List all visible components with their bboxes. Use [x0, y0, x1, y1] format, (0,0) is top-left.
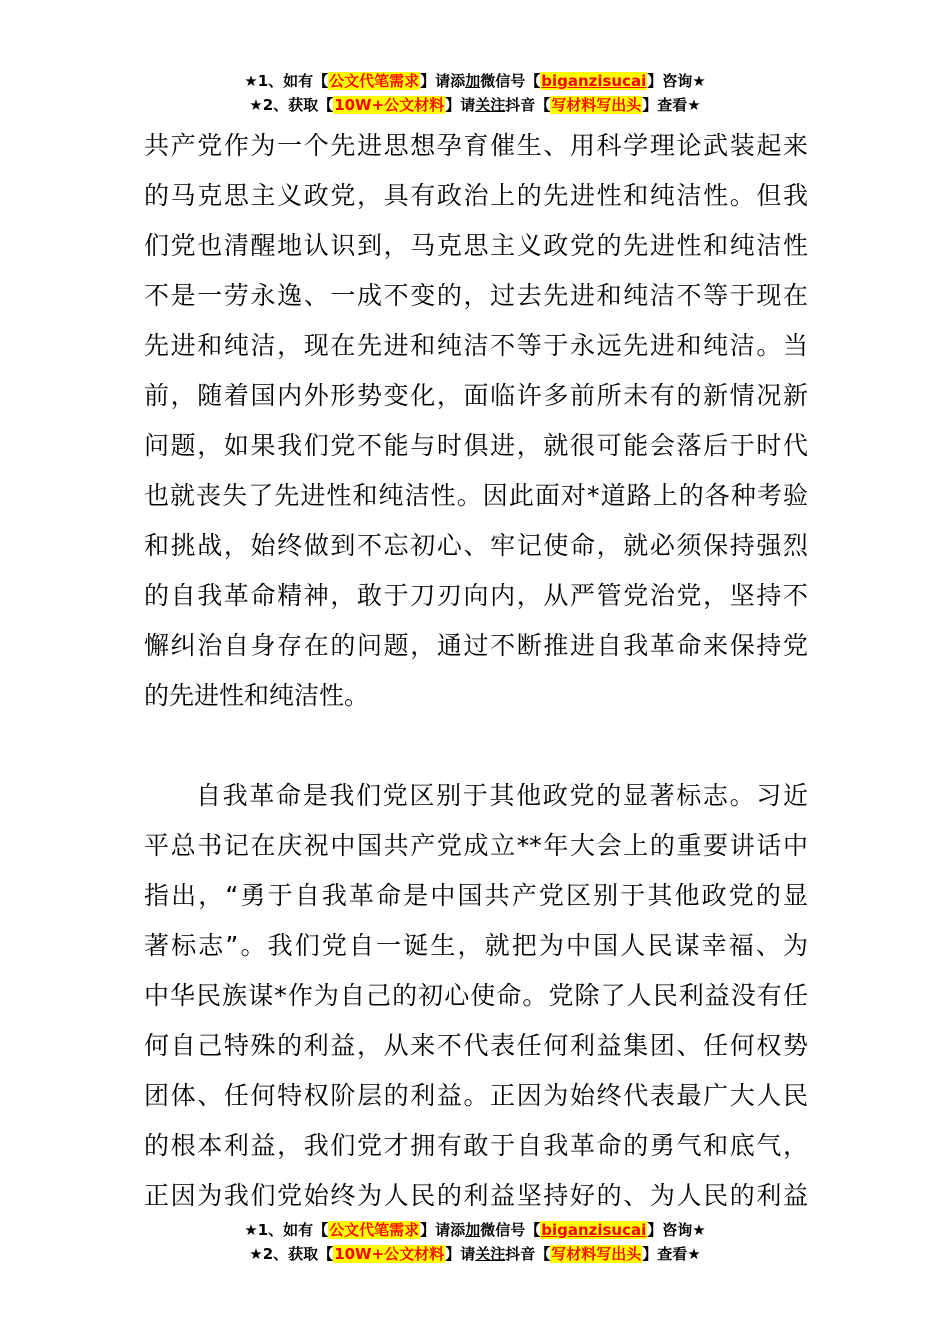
promo-text: 】查看★	[642, 1245, 701, 1263]
text-line: 前，随着国内外形势变化，面临许多前所未有的新情况新	[144, 381, 808, 410]
promo-line-2	[0, 1242, 950, 1266]
promo-text: 抖音【	[505, 1245, 551, 1263]
promo-highlight-service: 公文代笔需求	[329, 72, 420, 90]
promo-line-2	[0, 93, 950, 117]
text-line: 也就丧失了先进性和纯洁性。因此面对*道路上的各种考验	[144, 481, 808, 510]
promo-text: 】请添	[420, 72, 466, 90]
promo-douyin-account[interactable]: 写材料写出头	[551, 1245, 642, 1263]
promo-text: 微信号【	[480, 1221, 541, 1239]
promo-highlight-materials: 10W+公文材料	[334, 96, 445, 114]
promo-line-1	[0, 69, 950, 93]
document-body	[144, 121, 808, 1221]
footer-promo-banner	[0, 1218, 950, 1266]
promo-text: ★1、如有【	[244, 72, 329, 90]
promo-highlight-materials: 10W+公文材料	[334, 1245, 445, 1263]
promo-emphasis: 关注	[475, 1245, 506, 1263]
promo-wechat-id[interactable]: biganzisucai	[541, 1221, 647, 1239]
text-line: 何自己特殊的利益，从来不代表任何利益集团、任何权势	[144, 1031, 808, 1060]
text-line: 共产党作为一个先进思想孕育催生、用科学理论武装起来	[144, 131, 808, 160]
text-line: 先进和纯洁，现在先进和纯洁不等于永远先进和纯洁。当	[144, 331, 808, 360]
promo-text: 】咨询★	[647, 1221, 706, 1239]
promo-text: 】请	[445, 96, 476, 114]
text-line: 的根本利益，我们党才拥有敢于自我革命的勇气和底气，	[144, 1131, 808, 1160]
promo-emphasis: 关注	[475, 96, 506, 114]
text-line: 的自我革命精神，敢于刀刃向内，从严管党治党，坚持不	[144, 581, 808, 610]
text-line: 指出，“勇于自我革命是中国共产党区别于其他政党的显	[144, 881, 808, 910]
promo-line-1	[0, 1218, 950, 1242]
promo-emphasis: 加	[465, 72, 481, 90]
text-line: 的马克思主义政党，具有政治上的先进性和纯洁性。但我	[144, 181, 808, 210]
text-line: 团体、任何特权阶层的利益。正因为始终代表最广大人民	[144, 1081, 808, 1110]
text-line: 中华民族谋*作为自己的初心使命。党除了人民利益没有任	[144, 981, 808, 1010]
text-line: 不是一劳永逸、一成不变的，过去先进和纯洁不等于现在	[144, 281, 808, 310]
promo-text: ★1、如有【	[244, 1221, 329, 1239]
promo-text: ★2、获取【	[249, 1245, 334, 1263]
promo-emphasis: 加	[465, 1221, 481, 1239]
promo-text: 】请	[445, 1245, 476, 1263]
text-line: 懈纠治自身存在的问题，通过不断推进自我革命来保持党	[144, 631, 808, 660]
promo-text: 微信号【	[480, 72, 541, 90]
promo-text: 】请添	[420, 1221, 466, 1239]
paragraph-2	[144, 771, 808, 1221]
promo-douyin-account[interactable]: 写材料写出头	[551, 96, 642, 114]
text-line: 著标志”。我们党自一诞生，就把为中国人民谋幸福、为	[144, 931, 808, 960]
text-line: 正因为我们党始终为人民的利益坚持好的、为人民的利益	[144, 1181, 808, 1210]
promo-text: 】咨询★	[647, 72, 706, 90]
paragraph-spacer	[144, 721, 808, 771]
text-line: 自我革命是我们党区别于其他政党的显著标志。习近	[196, 781, 808, 810]
text-line: 们党也清醒地认识到，马克思主义政党的先进性和纯洁性	[144, 231, 808, 260]
promo-wechat-id[interactable]: biganzisucai	[541, 72, 647, 90]
promo-text: 】查看★	[642, 96, 701, 114]
promo-text: 抖音【	[505, 96, 551, 114]
paragraph-1	[144, 121, 808, 721]
text-line: 平总书记在庆祝中国共产党成立**年大会上的重要讲话中	[144, 831, 808, 860]
text-line: 问题，如果我们党不能与时俱进，就很可能会落后于时代	[144, 431, 808, 460]
promo-highlight-service: 公文代笔需求	[329, 1221, 420, 1239]
text-line: 和挑战，始终做到不忘初心、牢记使命，就必须保持强烈	[144, 531, 808, 560]
header-promo-banner	[0, 69, 950, 117]
text-line: 的先进性和纯洁性。	[144, 681, 370, 710]
promo-text: ★2、获取【	[249, 96, 334, 114]
